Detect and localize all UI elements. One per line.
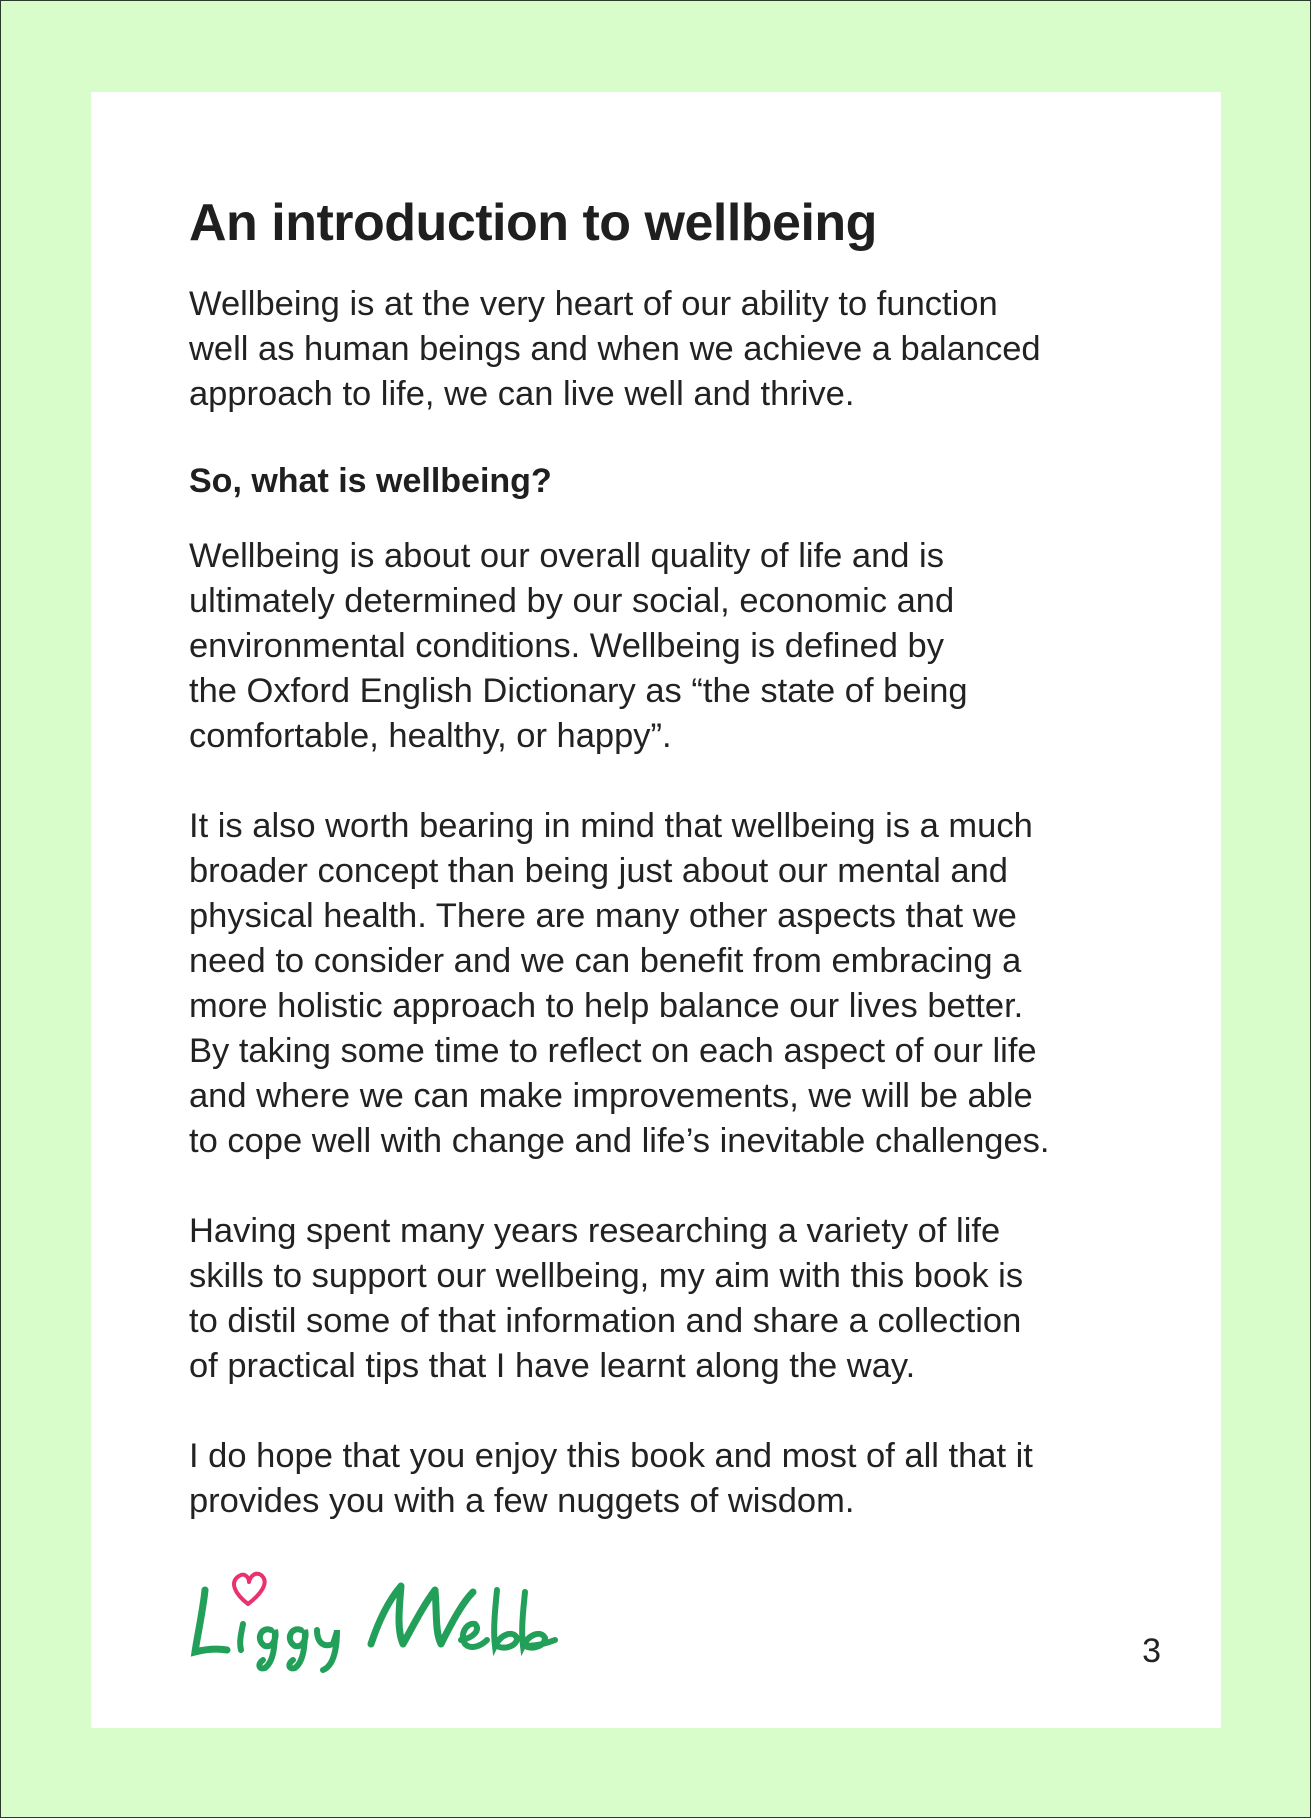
author-signature: [183, 1560, 563, 1680]
page-title: An introduction to wellbeing: [189, 194, 877, 252]
page-content: [189, 192, 1149, 1524]
intro-paragraph: Wellbeing is at the very heart of our ability to function well as human beings and when we achieve a balanced approach to life, we can live well and thrive.: [189, 285, 1041, 414]
body-paragraph-4: I do hope that you enjoy this book and most of all that it provides you with a few nuggets of wisdom.: [189, 1437, 1033, 1521]
body-paragraph-2: It is also worth bearing in mind that wellbeing is a much broader concept than being just about our mental and physical health. There are many other aspects that we need to consider and we can benefit from embracing a more holistic approach to help balance our lives better. By taking some time to reflect on each aspect of our life and where we can make improvements, we will be able to cope well with change and life’s inevitable challenges.: [189, 807, 1050, 1161]
page-number: 3: [1142, 1632, 1161, 1670]
book-page: [91, 92, 1221, 1728]
body-paragraph-1: Wellbeing is about our overall quality of life and is ultimately determined by our social, economic and environmental conditions. Wellbeing is defined by the Oxford English Dictionary as “the state of being comfortable, healthy, or happy”.: [189, 537, 968, 756]
heart-icon: [234, 1574, 265, 1604]
section-subheading: So, what is wellbeing?: [189, 462, 552, 501]
body-paragraph-3: Having spent many years researching a variety of life skills to support our wellbeing, my aim with this book is to distil some of that information and share a collection of practical tips that I have learnt along the way.: [189, 1212, 1024, 1386]
